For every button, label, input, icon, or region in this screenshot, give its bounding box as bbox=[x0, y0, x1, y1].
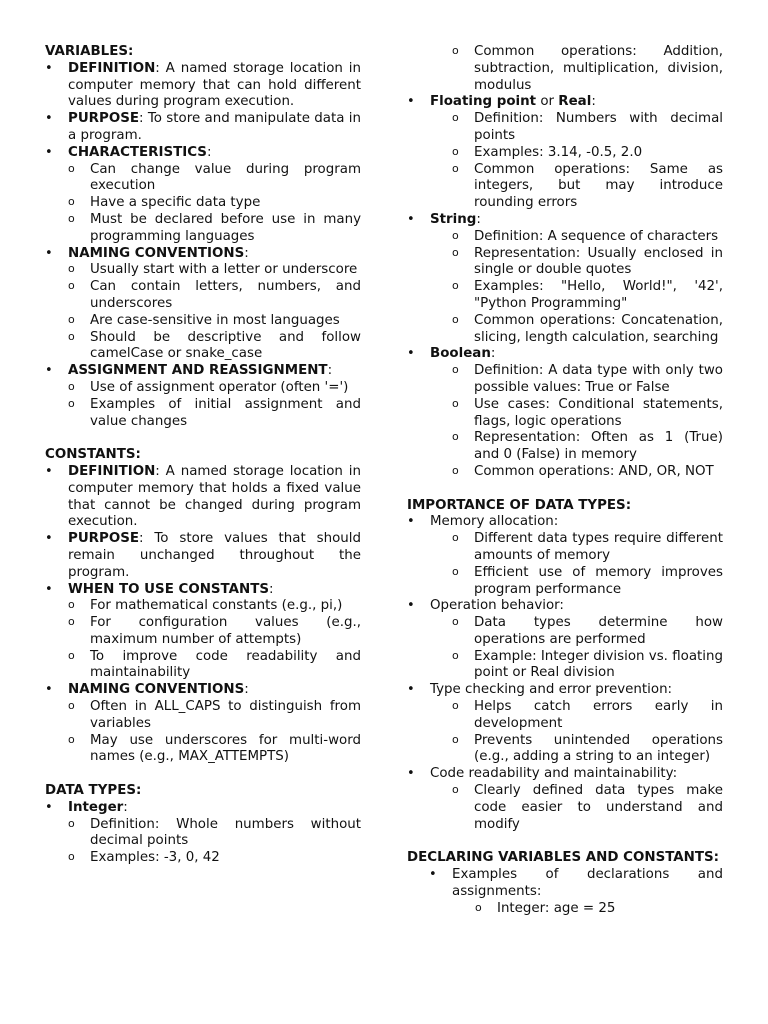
declaring-heading: DECLARING VARIABLES AND CONSTANTS: bbox=[407, 850, 720, 866]
code-readability: • Code readability and maintainability: bbox=[407, 766, 723, 783]
list-item: o May use underscores for multi-word names (e.g., MAX_ATTEMPTS) bbox=[45, 733, 361, 767]
list-item: o Examples of initial assignment and value changes bbox=[45, 397, 361, 431]
list-item: o Often in ALL_CAPS to distinguish from variables bbox=[45, 699, 361, 733]
data-types-heading: DATA TYPES: bbox=[45, 783, 142, 799]
list-item: o Prevents unintended operations (e.g., adding a string to an integer) bbox=[407, 733, 723, 767]
list-item: o Examples: 3.14, -0.5, 2.0 bbox=[407, 145, 723, 162]
list-item: o Use of assignment operator (often '=') bbox=[45, 380, 361, 397]
list-item: o Definition: A data type with only two possible values: True or False bbox=[407, 363, 723, 397]
list-item: o Usually start with a letter or underscore bbox=[45, 262, 361, 279]
right-column bbox=[407, 44, 723, 917]
constants-definition: • DEFINITION: A named storage location in computer memory that holds a fixed value that cannot be changed during program execution. bbox=[45, 464, 361, 531]
float-type: • Floating point or Real: bbox=[407, 94, 723, 111]
list-item: o Must be declared before use in many programming languages bbox=[45, 212, 361, 246]
list-item: o For mathematical constants (e.g., pi,) bbox=[45, 598, 361, 615]
type-checking: • Type checking and error prevention: bbox=[407, 682, 723, 699]
constants-when-to-use: • WHEN TO USE CONSTANTS: bbox=[45, 582, 361, 599]
list-item: o Common operations: Addition, subtraction, multiplication, division, modulus bbox=[407, 44, 723, 94]
list-item: o Have a specific data type bbox=[45, 195, 361, 212]
list-item: o Examples: "Hello, World!", '42', "Python Programming" bbox=[407, 279, 723, 313]
variables-purpose: • PURPOSE: To store and manipulate data in a program. bbox=[45, 111, 361, 145]
list-item: o Example: Integer division vs. floating point or Real division bbox=[407, 649, 723, 683]
list-item: o Common operations: AND, OR, NOT bbox=[407, 464, 723, 481]
importance-list bbox=[407, 514, 723, 833]
list-item: o Integer: age = 25 bbox=[407, 901, 723, 918]
list-item: o Are case-sensitive in most languages bbox=[45, 313, 361, 330]
constants-list bbox=[45, 464, 361, 766]
list-item: o For configuration values (e.g., maximum number of attempts) bbox=[45, 615, 361, 649]
list-item: o Definition: Whole numbers without decimal points bbox=[45, 817, 361, 851]
list-item: o Common operations: Same as integers, but may introduce rounding errors bbox=[407, 162, 723, 212]
constants-naming-conventions: • NAMING CONVENTIONS: bbox=[45, 682, 361, 699]
boolean-type: • Boolean: bbox=[407, 346, 723, 363]
list-item: o Different data types require different amounts of memory bbox=[407, 531, 723, 565]
left-column bbox=[45, 44, 361, 867]
constants-heading: CONSTANTS: bbox=[45, 447, 141, 463]
memory-allocation: • Memory allocation: bbox=[407, 514, 723, 531]
list-item: o Can change value during program execution bbox=[45, 162, 361, 196]
variables-definition: • DEFINITION: A named storage location in computer memory that can hold different values during program execution. bbox=[45, 61, 361, 111]
variables-heading: VARIABLES: bbox=[45, 44, 134, 59]
operation-behavior: • Operation behavior: bbox=[407, 598, 723, 615]
string-type: • String: bbox=[407, 212, 723, 229]
list-item: o Representation: Usually enclosed in single or double quotes bbox=[407, 246, 723, 280]
variables-list bbox=[45, 61, 361, 431]
list-item: o Examples: -3, 0, 42 bbox=[45, 850, 361, 867]
list-item: o Use cases: Conditional statements, flags, logic operations bbox=[407, 397, 723, 431]
declaration-examples: • Examples of declarations and assignments: bbox=[407, 867, 723, 901]
data-types-list bbox=[45, 800, 361, 867]
list-item: o Efficient use of memory improves program performance bbox=[407, 565, 723, 599]
list-item: o Should be descriptive and follow camelCase or snake_case bbox=[45, 330, 361, 364]
importance-heading: IMPORTANCE OF DATA TYPES: bbox=[407, 497, 632, 513]
list-item: o Helps catch errors early in development bbox=[407, 699, 723, 733]
list-item: o Can contain letters, numbers, and underscores bbox=[45, 279, 361, 313]
constants-purpose: • PURPOSE: To store values that should remain unchanged throughout the program. bbox=[45, 531, 361, 581]
list-item: o Common operations: Concatenation, slicing, length calculation, searching bbox=[407, 313, 723, 347]
list-item: o Definition: A sequence of characters bbox=[407, 229, 723, 246]
variables-characteristics: • CHARACTERISTICS: bbox=[45, 145, 361, 162]
declaring-list bbox=[407, 867, 723, 917]
integer-type: • Integer: bbox=[45, 800, 361, 817]
list-item: o Definition: Numbers with decimal points bbox=[407, 111, 723, 145]
list-item: o Data types determine how operations are performed bbox=[407, 615, 723, 649]
data-types-list-continued bbox=[407, 44, 723, 481]
list-item: o Representation: Often as 1 (True) and 0 (False) in memory bbox=[407, 430, 723, 464]
variables-assignment: • ASSIGNMENT AND REASSIGNMENT: bbox=[45, 363, 361, 380]
list-item: o To improve code readability and maintainability bbox=[45, 649, 361, 683]
variables-naming-conventions: • NAMING CONVENTIONS: bbox=[45, 246, 361, 263]
list-item: o Clearly defined data types make code easier to understand and modify bbox=[407, 783, 723, 833]
